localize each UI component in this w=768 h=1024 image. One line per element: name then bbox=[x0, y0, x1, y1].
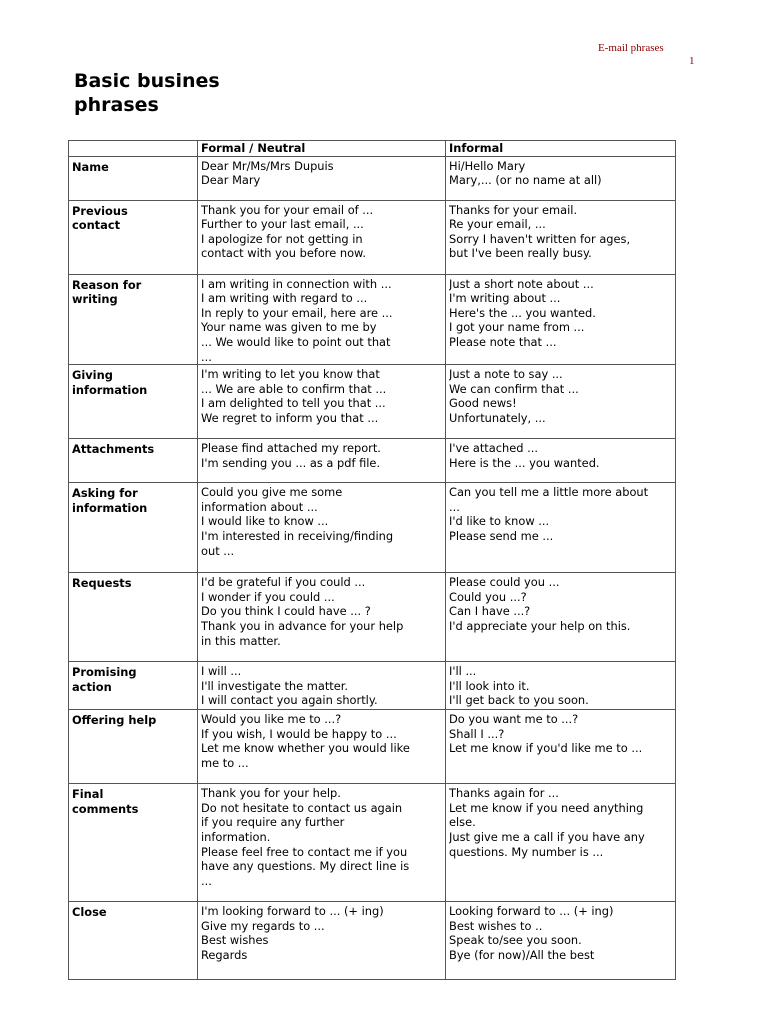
formal-phrase: ... We would like to point out that bbox=[201, 334, 391, 349]
formal-phrase: Best wishes bbox=[201, 933, 269, 948]
informal-phrase: Re your email, ... bbox=[449, 217, 546, 232]
informal-phrase: I've attached ... bbox=[449, 441, 538, 456]
formal-cell bbox=[198, 483, 446, 573]
formal-cell bbox=[198, 274, 446, 365]
header-cell-informal: Informal bbox=[446, 141, 676, 157]
informal-cell bbox=[446, 784, 676, 902]
formal-phrase: Further to your last email, ... bbox=[201, 217, 364, 232]
informal-phrase: Here is the ... you wanted. bbox=[449, 455, 600, 470]
row-label-text: Offering help bbox=[72, 713, 157, 728]
formal-phrase: I would like to know ... bbox=[201, 514, 329, 529]
informal-phrase: I'll ... bbox=[449, 664, 477, 679]
formal-phrase: Your name was given to me by bbox=[201, 320, 377, 335]
formal-phrase: We regret to inform you that ... bbox=[201, 410, 379, 425]
informal-phrase: I got your name from ... bbox=[449, 320, 585, 335]
informal-phrase: Bye (for now)/All the best bbox=[449, 947, 595, 962]
formal-phrase: I'll investigate the matter. bbox=[201, 678, 349, 693]
formal-phrase: Would you like me to ...? bbox=[201, 712, 342, 727]
informal-phrase: Let me know if you need anything bbox=[449, 800, 644, 815]
title-line-1: Basic busines bbox=[74, 70, 220, 92]
informal-phrase: Just a note to say ... bbox=[449, 367, 563, 382]
table-body bbox=[69, 156, 676, 980]
formal-phrase: Dear Mary bbox=[201, 173, 261, 188]
informal-phrase: questions. My number is ... bbox=[449, 844, 604, 859]
table-row bbox=[69, 662, 676, 710]
table-row bbox=[69, 200, 676, 274]
row-label-text: Final comments bbox=[72, 787, 139, 816]
row-label bbox=[69, 784, 198, 902]
row-label bbox=[69, 200, 198, 274]
formal-phrase: I will ... bbox=[201, 664, 242, 679]
formal-phrase: I apologize for not getting in bbox=[201, 231, 363, 246]
formal-phrase: have any questions. My direct line is bbox=[201, 859, 410, 874]
formal-phrase: if you require any further bbox=[201, 815, 345, 830]
formal-phrase: Dear Mr/Ms/Mrs Dupuis bbox=[201, 158, 334, 173]
formal-phrase: ... We are able to confirm that ... bbox=[201, 381, 387, 396]
table-row bbox=[69, 365, 676, 439]
row-label bbox=[69, 483, 198, 573]
formal-phrase: I'd be grateful if you could ... bbox=[201, 575, 366, 590]
informal-cell bbox=[446, 274, 676, 365]
formal-phrase: information. bbox=[201, 829, 271, 844]
informal-cell bbox=[446, 483, 676, 573]
informal-cell bbox=[446, 439, 676, 483]
informal-phrase: but I've been really busy. bbox=[449, 246, 592, 261]
row-label-text: Requests bbox=[72, 576, 132, 591]
informal-phrase: Looking forward to ... (+ ing) bbox=[449, 904, 614, 919]
informal-cell bbox=[446, 662, 676, 710]
informal-phrase: Can I have ...? bbox=[449, 604, 531, 619]
formal-phrase: Please find attached my report. bbox=[201, 441, 381, 456]
informal-phrase: Please send me ... bbox=[449, 528, 554, 543]
informal-phrase: Just give me a call if you have any bbox=[449, 829, 645, 844]
table-row bbox=[69, 156, 676, 200]
row-label-text: Asking for information bbox=[72, 486, 148, 515]
formal-phrase: If you wish, I would be happy to ... bbox=[201, 726, 397, 741]
informal-phrase: I'd like to know ... bbox=[449, 514, 550, 529]
row-label-text: Attachments bbox=[72, 442, 155, 457]
row-label bbox=[69, 662, 198, 710]
formal-cell bbox=[198, 573, 446, 662]
formal-cell bbox=[198, 710, 446, 784]
informal-phrase: We can confirm that ... bbox=[449, 381, 579, 396]
formal-phrase: I'm sending you ... as a pdf file. bbox=[201, 455, 381, 470]
row-label bbox=[69, 365, 198, 439]
informal-phrase: ... bbox=[449, 499, 460, 514]
formal-phrase: ... bbox=[201, 349, 212, 364]
row-label bbox=[69, 710, 198, 784]
informal-phrase: Best wishes to .. bbox=[449, 918, 543, 933]
formal-phrase: I'm looking forward to ... (+ ing) bbox=[201, 904, 384, 919]
informal-phrase: Unfortunately, ... bbox=[449, 410, 546, 425]
table-row bbox=[69, 573, 676, 662]
table-row bbox=[69, 710, 676, 784]
formal-cell bbox=[198, 439, 446, 483]
formal-phrase: I am writing with regard to ... bbox=[201, 291, 368, 306]
formal-phrase: Thank you for your email of ... bbox=[201, 202, 374, 217]
informal-phrase: Just a short note about ... bbox=[449, 276, 594, 291]
row-label bbox=[69, 573, 198, 662]
informal-phrase: Good news! bbox=[449, 396, 517, 411]
formal-phrase: information about ... bbox=[201, 499, 318, 514]
row-label-text: Reason for writing bbox=[72, 277, 142, 307]
row-label-text: Giving information bbox=[72, 368, 148, 397]
informal-phrase: Thanks again for ... bbox=[449, 786, 559, 801]
row-label-text: Promising action bbox=[72, 665, 137, 694]
informal-cell bbox=[446, 156, 676, 200]
table-header-row bbox=[69, 141, 676, 157]
row-label-text: Previous contact bbox=[72, 203, 128, 233]
header-cell-blank bbox=[69, 141, 198, 157]
informal-cell bbox=[446, 200, 676, 274]
row-label bbox=[69, 439, 198, 483]
phrases-table bbox=[68, 140, 676, 980]
informal-phrase: Mary,... (or no name at all) bbox=[449, 173, 602, 188]
informal-phrase: Thanks for your email. bbox=[449, 202, 578, 217]
table-row bbox=[69, 784, 676, 902]
formal-phrase: Give my regards to ... bbox=[201, 918, 325, 933]
formal-phrase: I'm writing to let you know that bbox=[201, 367, 380, 382]
informal-phrase: I'll look into it. bbox=[449, 678, 530, 693]
formal-phrase: I will contact you again shortly. bbox=[201, 693, 378, 708]
informal-phrase: Can you tell me a little more about bbox=[449, 485, 649, 500]
row-label-text: Close bbox=[72, 905, 107, 920]
informal-phrase: I'm writing about ... bbox=[449, 291, 561, 306]
table-row bbox=[69, 902, 676, 980]
page-number: 1 bbox=[689, 55, 695, 67]
informal-cell bbox=[446, 710, 676, 784]
table-row bbox=[69, 274, 676, 365]
row-label bbox=[69, 902, 198, 980]
informal-phrase: Please note that ... bbox=[449, 334, 557, 349]
informal-phrase: I'd appreciate your help on this. bbox=[449, 618, 631, 633]
row-label-text: Name bbox=[72, 159, 109, 174]
formal-phrase: Could you give me some bbox=[201, 485, 343, 500]
formal-phrase: Let me know whether you would like bbox=[201, 741, 410, 756]
formal-cell bbox=[198, 365, 446, 439]
formal-phrase: I am writing in connection with ... bbox=[201, 276, 392, 291]
informal-cell bbox=[446, 902, 676, 980]
row-label bbox=[69, 156, 198, 200]
informal-phrase: I'll get back to you soon. bbox=[449, 693, 589, 708]
formal-phrase: Please feel free to contact me if you bbox=[201, 844, 408, 859]
row-label bbox=[69, 274, 198, 365]
informal-phrase: Do you want me to ...? bbox=[449, 712, 579, 727]
formal-phrase: out ... bbox=[201, 543, 235, 558]
header-cell-formal: Formal / Neutral bbox=[198, 141, 446, 157]
document-header-label: E-mail phrases bbox=[598, 42, 664, 54]
informal-phrase: Here's the ... you wanted. bbox=[449, 305, 596, 320]
page-title bbox=[74, 69, 220, 117]
informal-cell bbox=[446, 365, 676, 439]
formal-phrase: contact with you before now. bbox=[201, 246, 366, 261]
title-line-2: phrases bbox=[74, 94, 159, 116]
informal-phrase: else. bbox=[449, 815, 476, 830]
informal-phrase: Speak to/see you soon. bbox=[449, 933, 582, 948]
table-row bbox=[69, 439, 676, 483]
informal-phrase: Let me know if you'd like me to ... bbox=[449, 741, 643, 756]
formal-phrase: I'm interested in receiving/finding bbox=[201, 528, 394, 543]
formal-cell bbox=[198, 200, 446, 274]
formal-phrase: Thank you for your help. bbox=[201, 786, 341, 801]
formal-phrase: I wonder if you could ... bbox=[201, 589, 335, 604]
formal-phrase: Do you think I could have ... ? bbox=[201, 604, 371, 619]
formal-phrase: Do not hesitate to contact us again bbox=[201, 800, 403, 815]
formal-phrase: in this matter. bbox=[201, 633, 281, 648]
table-row bbox=[69, 483, 676, 573]
formal-cell bbox=[198, 902, 446, 980]
formal-phrase: In reply to your email, here are ... bbox=[201, 305, 393, 320]
formal-phrase: Thank you in advance for your help bbox=[201, 618, 404, 633]
formal-cell bbox=[198, 662, 446, 710]
formal-phrase: Regards bbox=[201, 947, 248, 962]
informal-phrase: Sorry I haven't written for ages, bbox=[449, 231, 631, 246]
formal-phrase: I am delighted to tell you that ... bbox=[201, 396, 386, 411]
formal-phrase: ... bbox=[201, 873, 212, 888]
informal-phrase: Could you ...? bbox=[449, 589, 527, 604]
informal-cell bbox=[446, 573, 676, 662]
formal-cell bbox=[198, 784, 446, 902]
informal-phrase: Please could you ... bbox=[449, 575, 560, 590]
formal-cell bbox=[198, 156, 446, 200]
informal-phrase: Shall I ...? bbox=[449, 726, 505, 741]
informal-phrase: Hi/Hello Mary bbox=[449, 158, 526, 173]
formal-phrase: me to ... bbox=[201, 755, 249, 770]
